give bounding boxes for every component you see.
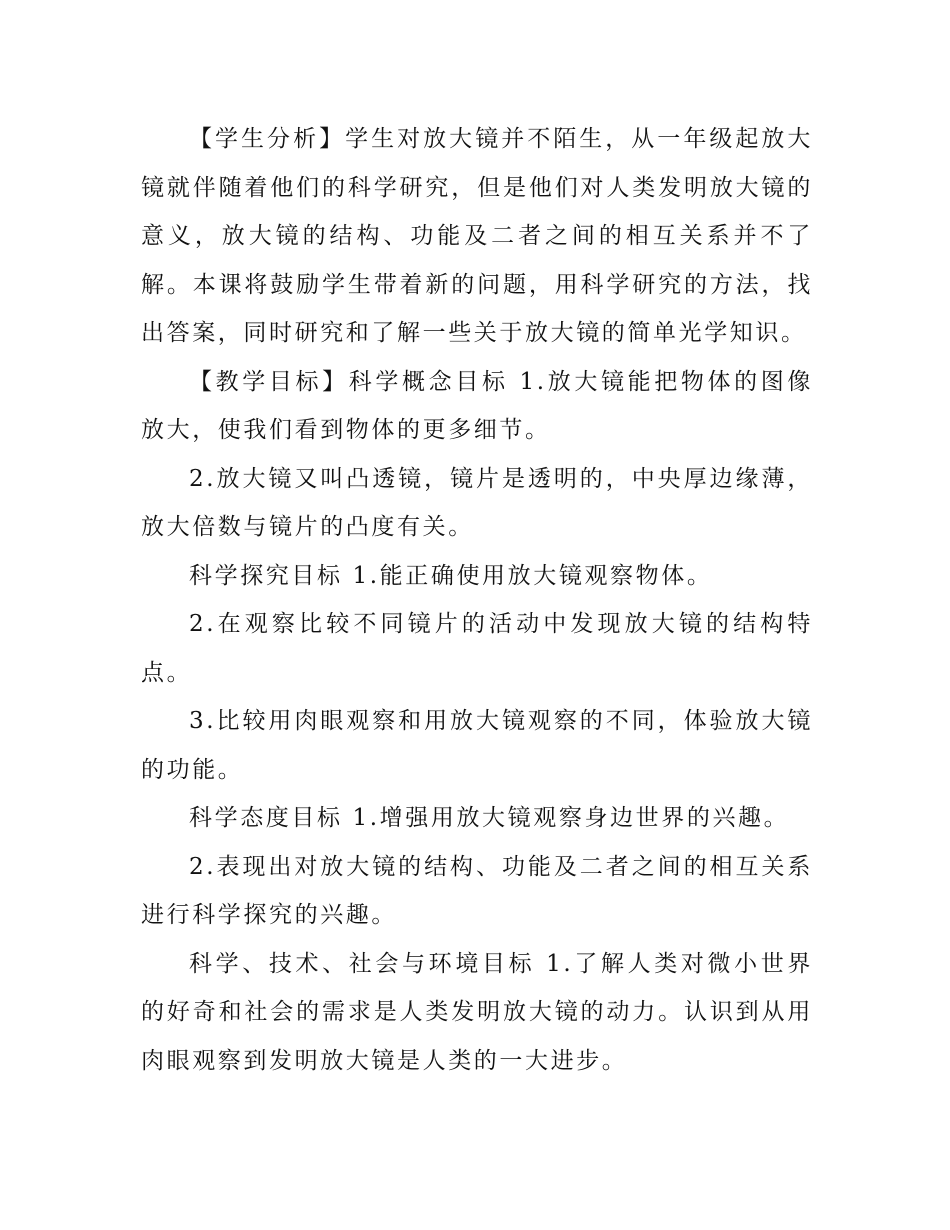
paragraph-inquiry-goal-3: 3.比较用肉眼观察和用放大镜观察的不同，体验放大镜的功能。 [141, 708, 813, 783]
paragraph-student-analysis: 【学生分析】学生对放大镜并不陌生，从一年级起放大镜就伴随着他们的科学研究，但是他们对人类发明放大镜的意义，放大镜的结构、功能及二者之间的相互关系并不了解。本课将鼓励学生带着新的问题，用科学研究的方法，找出答案，同时研究和了解一些关于放大镜的简单光学知识。 [141, 126, 813, 346]
paragraph-stse-goal-1: 科学、技术、社会与环境目标 1.了解人类对微小世界的好奇和社会的需求是人类发明放大镜的动力。认识到从用肉眼观察到发明放大镜是人类的一大进步。 [141, 950, 813, 1074]
paragraph-teaching-goals: 【教学目标】科学概念目标 1.放大镜能把物体的图像放大，使我们看到物体的更多细节。 [141, 368, 813, 443]
paragraph-inquiry-goal-1: 科学探究目标 1.能正确使用放大镜观察物体。 [189, 562, 713, 589]
paragraph-concept-goal-2: 2.放大镜又叫凸透镜，镜片是透明的，中央厚边缘薄，放大倍数与镜片的凸度有关。 [141, 465, 813, 540]
paragraph-attitude-goal-1: 科学态度目标 1.增强用放大镜观察身边世界的兴趣。 [189, 805, 790, 831]
paragraph-attitude-goal-2: 2.表现出对放大镜的结构、功能及二者之间的相互关系进行科学探究的兴趣。 [141, 853, 813, 928]
paragraph-inquiry-goal-2: 2.在观察比较不同镜片的活动中发现放大镜的结构特点。 [141, 611, 813, 686]
document-body [141, 115, 813, 1085]
